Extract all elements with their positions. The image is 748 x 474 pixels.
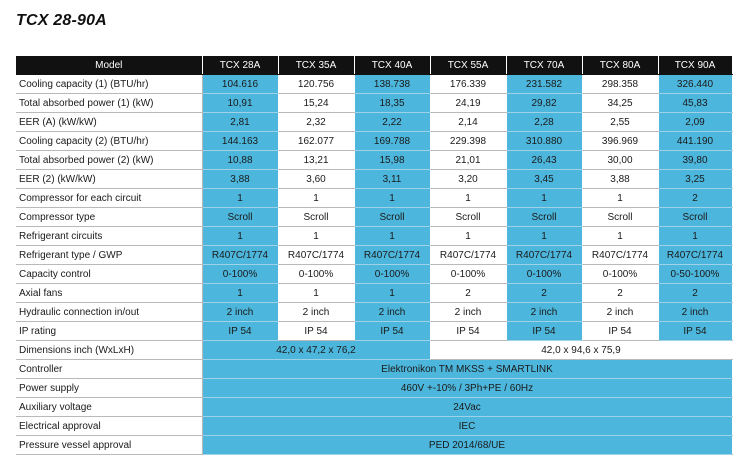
value-cell: 3,45 xyxy=(506,170,582,189)
value-cell: 29,82 xyxy=(506,94,582,113)
page-title: TCX 28-90A xyxy=(16,12,107,29)
value-cell: 30,00 xyxy=(582,151,658,170)
value-cell: 3,11 xyxy=(354,170,430,189)
value-cell: 2 inch xyxy=(354,303,430,322)
table-row-shared xyxy=(16,360,732,379)
value-cell: 2 inch xyxy=(430,303,506,322)
value-cell: 144.163 xyxy=(202,132,278,151)
dimensions-small-cell: 42,0 x 47,2 x 76,2 xyxy=(202,341,430,360)
table-row xyxy=(16,170,732,189)
value-cell: 2 xyxy=(506,284,582,303)
value-cell: 1 xyxy=(582,227,658,246)
header-model-tcx55a: TCX 55A xyxy=(430,56,506,75)
value-cell: 1 xyxy=(278,227,354,246)
header-model-tcx90a: TCX 90A xyxy=(658,56,732,75)
value-cell: 1 xyxy=(354,189,430,208)
value-cell: 120.756 xyxy=(278,75,354,94)
value-cell: 2 xyxy=(658,189,732,208)
value-cell: Scroll xyxy=(430,208,506,227)
shared-value-cell: IEC xyxy=(202,417,732,436)
table-row xyxy=(16,265,732,284)
value-cell: R407C/1774 xyxy=(354,246,430,265)
value-cell: 0-100% xyxy=(506,265,582,284)
value-cell: 2,14 xyxy=(430,113,506,132)
value-cell: 2 inch xyxy=(658,303,732,322)
value-cell: 169.788 xyxy=(354,132,430,151)
value-cell: 231.582 xyxy=(506,75,582,94)
header-label: Model xyxy=(16,56,202,75)
header-model-tcx28a: TCX 28A xyxy=(202,56,278,75)
row-label: Total absorbed power (1) (kW) xyxy=(16,94,202,113)
value-cell: R407C/1774 xyxy=(430,246,506,265)
value-cell: 2 inch xyxy=(582,303,658,322)
header-model-tcx35a: TCX 35A xyxy=(278,56,354,75)
table-row xyxy=(16,227,732,246)
value-cell: IP 54 xyxy=(430,322,506,341)
value-cell: 1 xyxy=(582,189,658,208)
value-cell: 3,20 xyxy=(430,170,506,189)
value-cell: 10,88 xyxy=(202,151,278,170)
value-cell: 441.190 xyxy=(658,132,732,151)
value-cell: 2,55 xyxy=(582,113,658,132)
value-cell: R407C/1774 xyxy=(202,246,278,265)
value-cell: Scroll xyxy=(582,208,658,227)
row-label: Compressor type xyxy=(16,208,202,227)
value-cell: 3,88 xyxy=(582,170,658,189)
row-label: Refrigerant circuits xyxy=(16,227,202,246)
value-cell: 2 inch xyxy=(278,303,354,322)
value-cell: 2 inch xyxy=(506,303,582,322)
row-label: Electrical approval xyxy=(16,417,202,436)
value-cell: 2,32 xyxy=(278,113,354,132)
value-cell: 34,25 xyxy=(582,94,658,113)
value-cell: 1 xyxy=(278,284,354,303)
row-label: Auxiliary voltage xyxy=(16,398,202,417)
header-model-tcx70a: TCX 70A xyxy=(506,56,582,75)
value-cell: IP 54 xyxy=(506,322,582,341)
value-cell: 0-100% xyxy=(430,265,506,284)
row-label: Capacity control xyxy=(16,265,202,284)
value-cell: 2 xyxy=(582,284,658,303)
value-cell: 1 xyxy=(658,227,732,246)
value-cell: 45,83 xyxy=(658,94,732,113)
value-cell: 0-100% xyxy=(582,265,658,284)
table-row xyxy=(16,246,732,265)
row-label: IP rating xyxy=(16,322,202,341)
value-cell: R407C/1774 xyxy=(658,246,732,265)
dimensions-large-cell: 42,0 x 94,6 x 75,9 xyxy=(430,341,732,360)
table-row xyxy=(16,322,732,341)
table-row-shared xyxy=(16,436,732,455)
row-label: Pressure vessel approval xyxy=(16,436,202,455)
header-model-tcx40a: TCX 40A xyxy=(354,56,430,75)
value-cell: 15,98 xyxy=(354,151,430,170)
row-label: Dimensions inch (WxLxH) xyxy=(16,341,202,360)
row-label: Power supply xyxy=(16,379,202,398)
table-row-dimensions xyxy=(16,341,732,360)
value-cell: 2 xyxy=(430,284,506,303)
value-cell: Scroll xyxy=(658,208,732,227)
table-row xyxy=(16,75,732,94)
row-label: Refrigerant type / GWP xyxy=(16,246,202,265)
value-cell: 21,01 xyxy=(430,151,506,170)
value-cell: 0-100% xyxy=(202,265,278,284)
row-label: Total absorbed power (2) (kW) xyxy=(16,151,202,170)
value-cell: 396.969 xyxy=(582,132,658,151)
value-cell: 310.880 xyxy=(506,132,582,151)
shared-value-cell: 460V +-10% / 3Ph+PE / 60Hz xyxy=(202,379,732,398)
spec-table xyxy=(16,56,733,455)
row-label: Axial fans xyxy=(16,284,202,303)
row-label: Hydraulic connection in/out xyxy=(16,303,202,322)
value-cell: 1 xyxy=(278,189,354,208)
value-cell: 3,60 xyxy=(278,170,354,189)
value-cell: Scroll xyxy=(354,208,430,227)
value-cell: IP 54 xyxy=(658,322,732,341)
value-cell: 1 xyxy=(202,227,278,246)
value-cell: R407C/1774 xyxy=(506,246,582,265)
value-cell: IP 54 xyxy=(202,322,278,341)
shared-value-cell: Elektronikon TM MKSS + SMARTLINK xyxy=(202,360,732,379)
row-label: EER (A) (kW/kW) xyxy=(16,113,202,132)
table-row xyxy=(16,189,732,208)
value-cell: 1 xyxy=(202,284,278,303)
value-cell: 15,24 xyxy=(278,94,354,113)
value-cell: 18,35 xyxy=(354,94,430,113)
value-cell: IP 54 xyxy=(354,322,430,341)
value-cell: 1 xyxy=(430,189,506,208)
value-cell: 326.440 xyxy=(658,75,732,94)
value-cell: 1 xyxy=(354,227,430,246)
value-cell: Scroll xyxy=(202,208,278,227)
value-cell: 3,25 xyxy=(658,170,732,189)
value-cell: 2,28 xyxy=(506,113,582,132)
value-cell: R407C/1774 xyxy=(278,246,354,265)
value-cell: Scroll xyxy=(278,208,354,227)
value-cell: 1 xyxy=(202,189,278,208)
table-row xyxy=(16,151,732,170)
value-cell: R407C/1774 xyxy=(582,246,658,265)
value-cell: 1 xyxy=(430,227,506,246)
value-cell: 1 xyxy=(506,227,582,246)
row-label: Compressor for each circuit xyxy=(16,189,202,208)
value-cell: 13,21 xyxy=(278,151,354,170)
value-cell: 2,81 xyxy=(202,113,278,132)
value-cell: 10,91 xyxy=(202,94,278,113)
row-label: Controller xyxy=(16,360,202,379)
header-model-tcx80a: TCX 80A xyxy=(582,56,658,75)
value-cell: 26,43 xyxy=(506,151,582,170)
value-cell: 24,19 xyxy=(430,94,506,113)
row-label: Cooling capacity (2) (BTU/hr) xyxy=(16,132,202,151)
table-row xyxy=(16,94,732,113)
value-cell: 162.077 xyxy=(278,132,354,151)
value-cell: IP 54 xyxy=(582,322,658,341)
value-cell: 2 xyxy=(658,284,732,303)
value-cell: 2,09 xyxy=(658,113,732,132)
table-row xyxy=(16,284,732,303)
value-cell: Scroll xyxy=(506,208,582,227)
table-row xyxy=(16,132,732,151)
value-cell: 2 inch xyxy=(202,303,278,322)
value-cell: 2,22 xyxy=(354,113,430,132)
table-row xyxy=(16,208,732,227)
shared-value-cell: PED 2014/68/UE xyxy=(202,436,732,455)
table-row-shared xyxy=(16,417,732,436)
table-row xyxy=(16,303,732,322)
value-cell: 0-100% xyxy=(278,265,354,284)
value-cell: 138.738 xyxy=(354,75,430,94)
value-cell: 298.358 xyxy=(582,75,658,94)
value-cell: IP 54 xyxy=(278,322,354,341)
shared-value-cell: 24Vac xyxy=(202,398,732,417)
value-cell: 1 xyxy=(506,189,582,208)
value-cell: 1 xyxy=(354,284,430,303)
table-row-shared xyxy=(16,379,732,398)
value-cell: 104.616 xyxy=(202,75,278,94)
row-label: Cooling capacity (1) (BTU/hr) xyxy=(16,75,202,94)
table-row xyxy=(16,113,732,132)
table-row-shared xyxy=(16,398,732,417)
value-cell: 39,80 xyxy=(658,151,732,170)
value-cell: 229.398 xyxy=(430,132,506,151)
header-row xyxy=(16,56,732,75)
row-label: EER (2) (kW/kW) xyxy=(16,170,202,189)
value-cell: 0-100% xyxy=(354,265,430,284)
value-cell: 3,88 xyxy=(202,170,278,189)
value-cell: 0-50-100% xyxy=(658,265,732,284)
value-cell: 176.339 xyxy=(430,75,506,94)
